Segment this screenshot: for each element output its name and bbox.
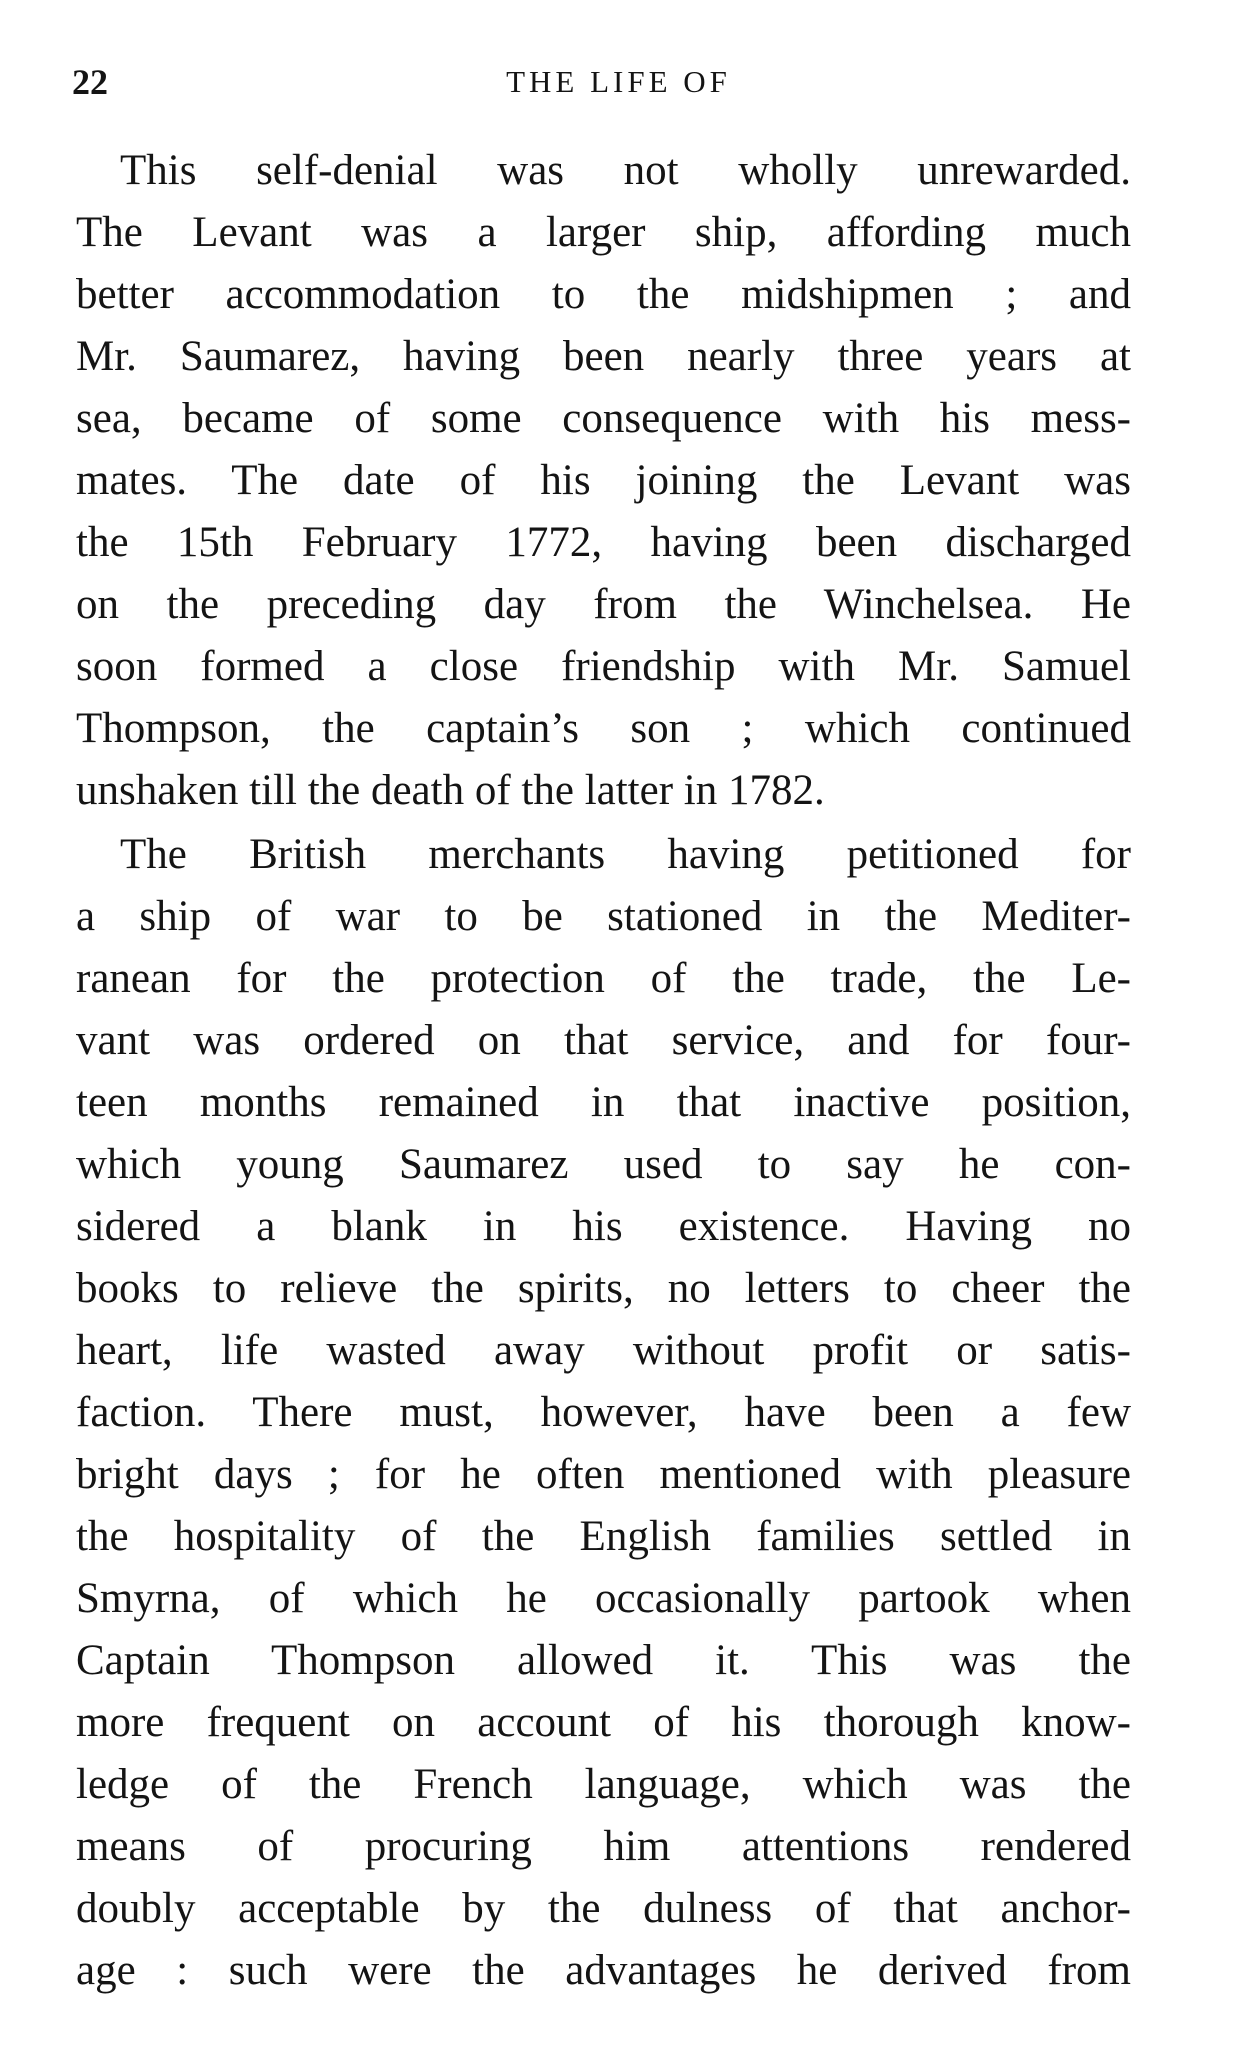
text-line: heart, life wasted away without profit or satis- [76,1327,1131,1374]
text-line: age : such were the advantages he derived from [76,1947,1131,1994]
text-line: books to relieve the spirits, no letters to cheer the [76,1265,1131,1312]
paragraph-1 [76,140,1131,822]
text-line: the 15th February 1772, having been discharged [76,519,1131,566]
text-line: on the preceding day from the Winchelsea. He [76,581,1131,628]
text-line: Thompson, the captain’s son ; which continued [76,705,1131,752]
text-line: soon formed a close friendship with Mr. Samuel [76,643,1131,690]
text-line: This self-denial was not wholly unrewarded. [120,147,1131,194]
text-line: teen months remained in that inactive position, [76,1079,1131,1126]
text-line: a ship of war to be stationed in the Mediter- [76,893,1131,940]
text-line: doubly acceptable by the dulness of that anchor- [76,1885,1131,1932]
text-line: faction. There must, however, have been a few [76,1389,1131,1436]
text-line: more frequent on account of his thorough know- [76,1699,1131,1746]
text-line: the hospitality of the English families settled in [76,1513,1131,1560]
text-line: means of procuring him attentions rendered [76,1823,1131,1870]
text-line: sea, became of some consequence with his mess- [76,395,1131,442]
text-line: vant was ordered on that service, and for four- [76,1017,1131,1064]
text-line: The Levant was a larger ship, affording much [76,209,1131,256]
text-line: which young Saumarez used to say he con- [76,1141,1131,1188]
text-line: ranean for the protection of the trade, the Le- [76,955,1131,1002]
text-line: better accommodation to the midshipmen ; and [76,271,1131,318]
text-line: ledge of the French language, which was the [76,1761,1131,1808]
body-text [76,140,1131,2002]
paragraph-2 [76,824,1131,2002]
text-line: mates. The date of his joining the Levant was [76,457,1131,504]
running-header [0,56,1237,100]
text-line: bright days ; for he often mentioned with pleasure [76,1451,1131,1498]
page-number: 22 [72,62,108,102]
text-line: unshaken till the death of the latter in 1782. [76,767,825,814]
text-line: Smyrna, of which he occasionally partook when [76,1575,1131,1622]
text-line: Mr. Saumarez, having been nearly three years at [76,333,1131,380]
running-title: THE LIFE OF [506,64,731,99]
text-line: sidered a blank in his existence. Having no [76,1203,1131,1250]
text-line: Captain Thompson allowed it. This was the [76,1637,1131,1684]
text-line: The British merchants having petitioned for [120,831,1131,878]
